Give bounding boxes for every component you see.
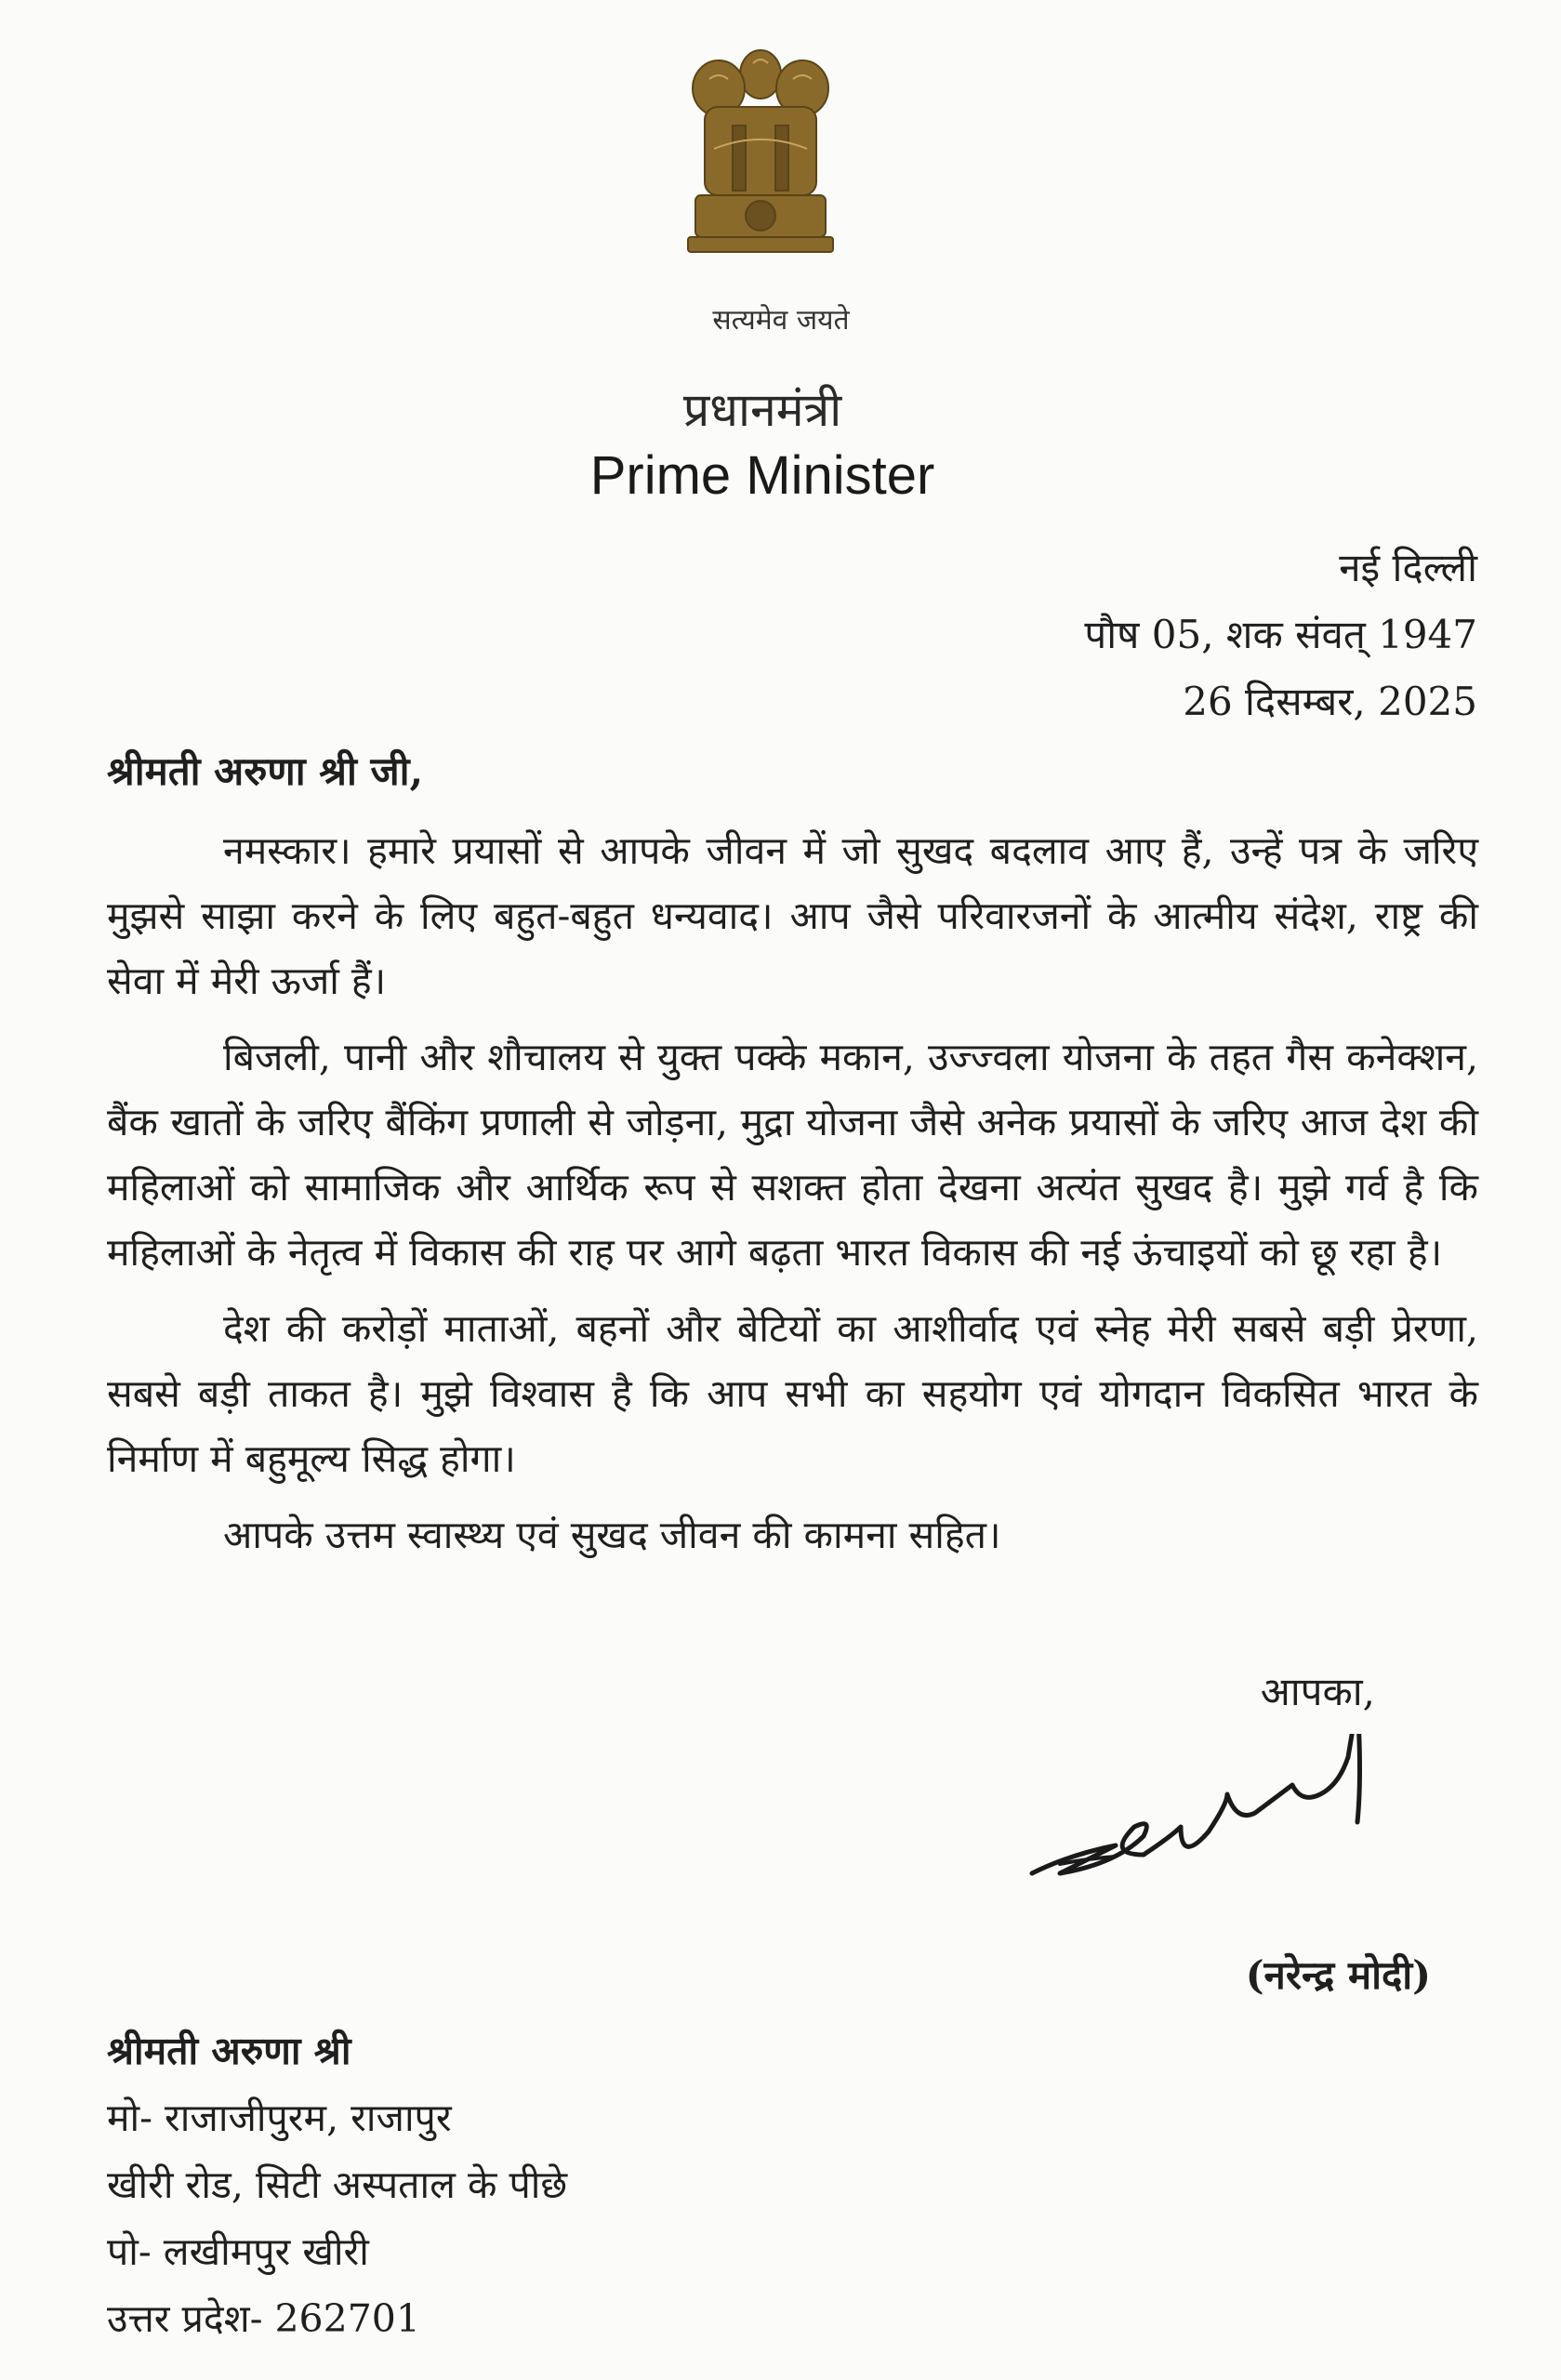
address-line: उत्तर प्रदेश- 262701 bbox=[107, 2296, 420, 2341]
date-block bbox=[1084, 535, 1477, 735]
address-line: खीरी रोड, सिटी अस्पताल के पीछे bbox=[107, 2162, 568, 2207]
national-emblem-icon bbox=[668, 37, 853, 298]
paragraph: देश की करोड़ों माताओं, बहनों और बेटियों का आशीर्वाद एवं स्नेह मेरी सबसे बड़ी प्रेरणा, सबसे बड़ी ताकत है। मुझे विश्वास है कि आप सभी का सहयोग एवं योगदान विकसित भारत के निर्माण में बहुमूल्य सिद्ध होगा। bbox=[107, 1306, 1478, 1481]
paragraph: बिजली, पानी और शौचालय से युक्त पक्के मकान, उज्ज्वला योजना के तहत गैस कनेक्शन, बैंक खातों के जरिए बैंकिंग प्रणाली से जोड़ना, मुद्रा योजना जैसे अनेक प्रयासों के जरिए आज देश की महिलाओं को सामाजिक और आर्थिक रूप से सशक्त होता देखना अत्यंत सुखद है। मुझे गर्व है कि महिलाओं के नेतृत्व में विकास की राह पर आगे बढ़ता भारत विकास की नई ऊंचाइयों को छू रहा है। bbox=[107, 1035, 1478, 1275]
signatory-name: (नरेन्द्र मोदी) bbox=[1245, 1952, 1431, 1998]
letter-body bbox=[107, 818, 1478, 1579]
place: नई दिल्ली bbox=[1339, 545, 1477, 590]
title-hindi: प्रधानमंत्री bbox=[682, 383, 842, 437]
salutation: श्रीमती अरुणा श्री जी, bbox=[107, 748, 424, 794]
title-english: Prime Minister bbox=[589, 445, 935, 506]
paragraph: नमस्कार। हमारे प्रयासों से आपके जीवन में जो सुखद बदलाव आए हैं, उन्हें पत्र के जरिए मुझसे साझा करने के लिए बहुत-बहुत धन्यवाद। आप जैसे परिवारजनों के आत्मीय संदेश, राष्ट्र की सेवा में मेरी ऊर्जा हैं। bbox=[107, 828, 1478, 1003]
address-line: मो- राजाजीपुरम, राजापुर bbox=[107, 2096, 452, 2140]
letter-date: 26 दिसम्बर, 2025 bbox=[1183, 679, 1477, 724]
motto-text: सत्यमेव जयते bbox=[712, 304, 850, 337]
recipient-name: श्रीमती अरुणा श्री bbox=[107, 2029, 351, 2073]
recipient-address bbox=[107, 2017, 567, 2352]
closing: आपका, bbox=[1260, 1669, 1375, 1714]
paragraph: आपके उत्तम स्वास्थ्य एवं सुखद जीवन की कामना सहित। bbox=[223, 1513, 1001, 1557]
signature-icon bbox=[1023, 1734, 1488, 1920]
address-line: पो- लखीमपुर खीरी bbox=[107, 2229, 369, 2274]
saka-date: पौष 05, शक संवत् 1947 bbox=[1084, 612, 1477, 657]
